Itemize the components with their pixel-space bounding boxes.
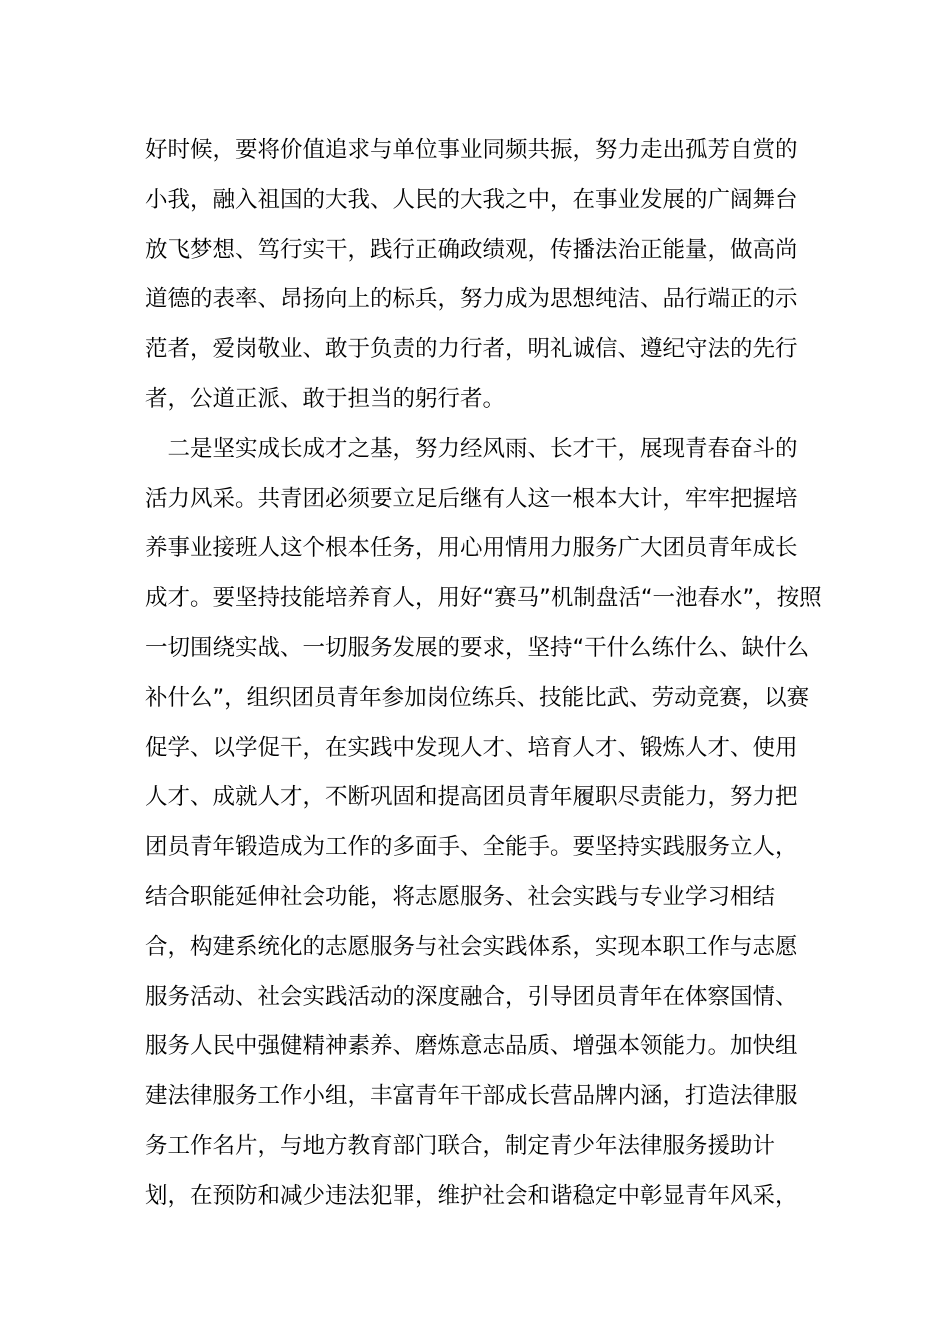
text-line: 人才、成就人才，不断巩固和提高团员青年履职尽责能力，努力把: [145, 784, 798, 811]
text-line: 结合职能延伸社会功能，将志愿服务、社会实践与专业学习相结: [145, 883, 776, 910]
text-line: 服务人民中强健精神素养、磨炼意志品质、增强本领能力。加快组: [145, 1033, 798, 1060]
text-line: 建法律服务工作小组，丰富青年干部成长营品牌内涵，打造法律服: [145, 1083, 798, 1110]
text-line: 二是坚实成长成才之基，努力经风雨、长才干，展现青春奋斗的: [145, 435, 798, 462]
text-line: 合，构建系统化的志愿服务与社会实践体系，实现本职工作与志愿: [145, 933, 798, 960]
text-line: 者，公道正派、敢于担当的躬行者。: [145, 385, 506, 412]
text-line: 好时候，要将价值追求与单位事业同频共振，努力走出孤芳自赏的: [145, 137, 798, 163]
text-line: 划，在预防和减少违法犯罪，维护社会和谐稳定中彰显青年风采，: [145, 1182, 798, 1209]
body-text: [145, 126, 822, 1222]
text-line: 范者，爱岗敬业、敢于负责的力行者，明礼诚信、遵纪守法的先行: [145, 336, 798, 363]
text-line: 道德的表率、昂扬向上的标兵，努力成为思想纯洁、品行端正的示: [145, 286, 798, 313]
text-line: 服务活动、社会实践活动的深度融合，引导团员青年在体察国情、: [145, 983, 798, 1010]
text-line: 团员青年锻造成为工作的多面手、全能手。要坚持实践服务立人，: [145, 834, 798, 861]
text-line: 小我，融入祖国的大我、人民的大我之中，在事业发展的广阔舞台: [145, 186, 798, 213]
text-line: 成才。要坚持技能培养育人，用好“赛马”机制盘活“一池春水”，按照: [145, 585, 822, 612]
text-line: 务工作名片，与地方教育部门联合，制定青少年法律服务援助计: [145, 1132, 776, 1159]
text-line: 一切围绕实战、一切服务发展的要求，坚持“干什么练什么、缺什么: [145, 634, 810, 661]
text-line: 放飞梦想、笃行实干，践行正确政绩观，传播法治正能量，做高尚: [145, 236, 798, 263]
text-line: 补什么”，组织团员青年参加岗位练兵、技能比武、劳动竞赛，以赛: [145, 684, 810, 711]
paragraph-2: [145, 425, 822, 1222]
text-line: 养事业接班人这个根本任务，用心用情用力服务广大团员青年成长: [145, 535, 798, 562]
paragraph-1: [145, 126, 815, 425]
text-line: 促学、以学促干，在实践中发现人才、培育人才、锻炼人才、使用: [145, 734, 798, 761]
text-line: 活力风采。共青团必须要立足后继有人这一根本大计，牢牢把握培: [145, 485, 798, 512]
